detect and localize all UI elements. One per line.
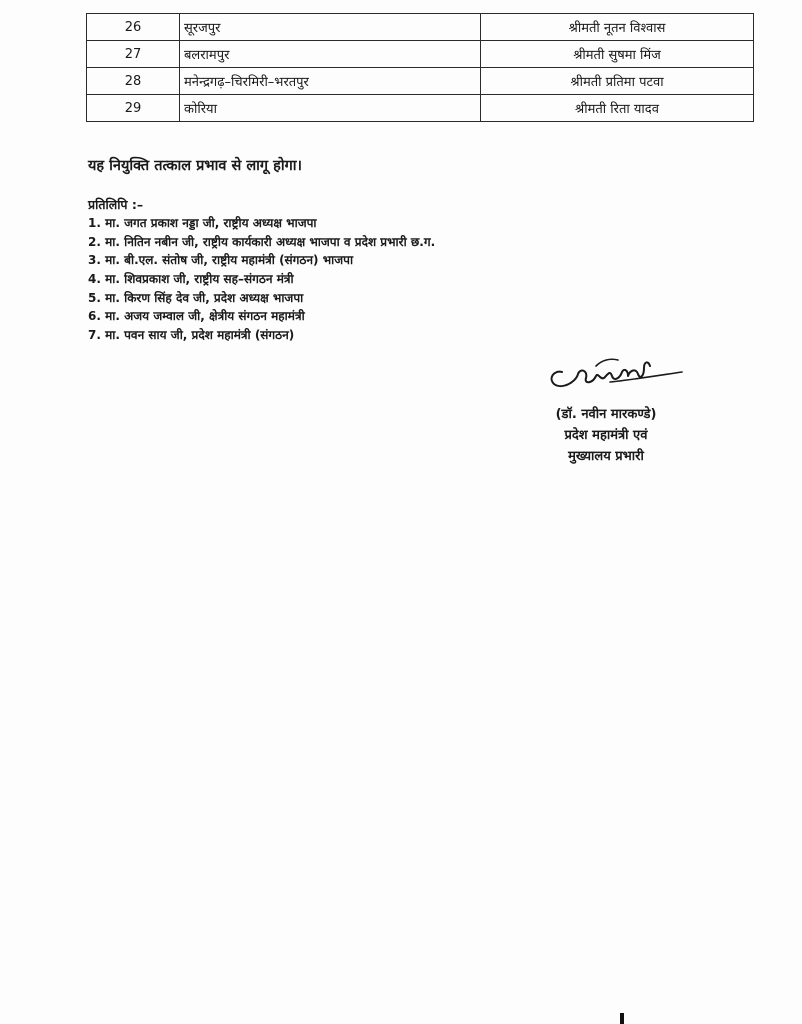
handwritten-signature (540, 350, 690, 398)
scan-edge-mark (620, 1013, 624, 1024)
appointee-cell: श्रीमती प्रतिमा पटवा (481, 68, 754, 95)
copy-to-heading: प्रतिलिपि :– (88, 197, 144, 212)
list-item: 5. मा. किरण सिंह देव जी, प्रदेश अध्यक्ष भाजपा (88, 290, 304, 305)
district-cell: बलरामपुर (180, 41, 481, 68)
table-row (87, 95, 754, 122)
list-item: 2. मा. नितिन नबीन जी, राष्ट्रीय कार्यकारी अध्यक्ष भाजपा व प्रदेश प्रभारी छ.ग. (88, 234, 436, 249)
copy-to-list (88, 214, 435, 345)
district-cell: कोरिया (180, 95, 481, 122)
list-item: 4. मा. शिवप्रकाश जी, राष्ट्रीय सह–संगठन मंत्री (88, 272, 294, 287)
appointee-cell: श्रीमती सुषमा मिंज (481, 41, 754, 68)
list-item: 3. मा. बी.एल. संतोष जी, राष्ट्रीय महामंत्री (संगठन) भाजपा (88, 253, 354, 268)
serial-number-cell: 28 (87, 68, 180, 95)
table-row (87, 68, 754, 95)
signatory-block (530, 404, 682, 467)
table-row (87, 41, 754, 68)
signatory-name: (डॉ. नवीन मारकण्डे) (555, 407, 657, 422)
list-item: 6. मा. अजय जम्वाल जी, क्षेत्रीय संगठन महामंत्री (88, 309, 305, 324)
serial-number-cell: 26 (87, 14, 180, 41)
effect-statement: यह नियुक्ति तत्काल प्रभाव से लागू होगा। (88, 158, 302, 174)
district-cell: मनेन्द्रगढ़–चिरमिरी–भरतपुर (180, 68, 481, 95)
list-item: 7. मा. पवन साय जी, प्रदेश महामंत्री (संगठन) (88, 328, 295, 343)
appointee-cell: श्रीमती नूतन विश्वास (481, 14, 754, 41)
signatory-designation: प्रदेश महामंत्री एवं (564, 428, 648, 443)
list-item: 1. मा. जगत प्रकाश नड्डा जी, राष्ट्रीय अध्यक्ष भाजपा (88, 216, 317, 230)
district-appointment-table (86, 13, 754, 122)
signatory-office: मुख्यालय प्रभारी (568, 449, 644, 464)
appointee-cell: श्रीमती रिता यादव (481, 95, 754, 122)
serial-number-cell: 29 (87, 95, 180, 122)
serial-number-cell: 27 (87, 41, 180, 68)
district-cell: सूरजपुर (180, 14, 481, 41)
table-row (87, 14, 754, 41)
